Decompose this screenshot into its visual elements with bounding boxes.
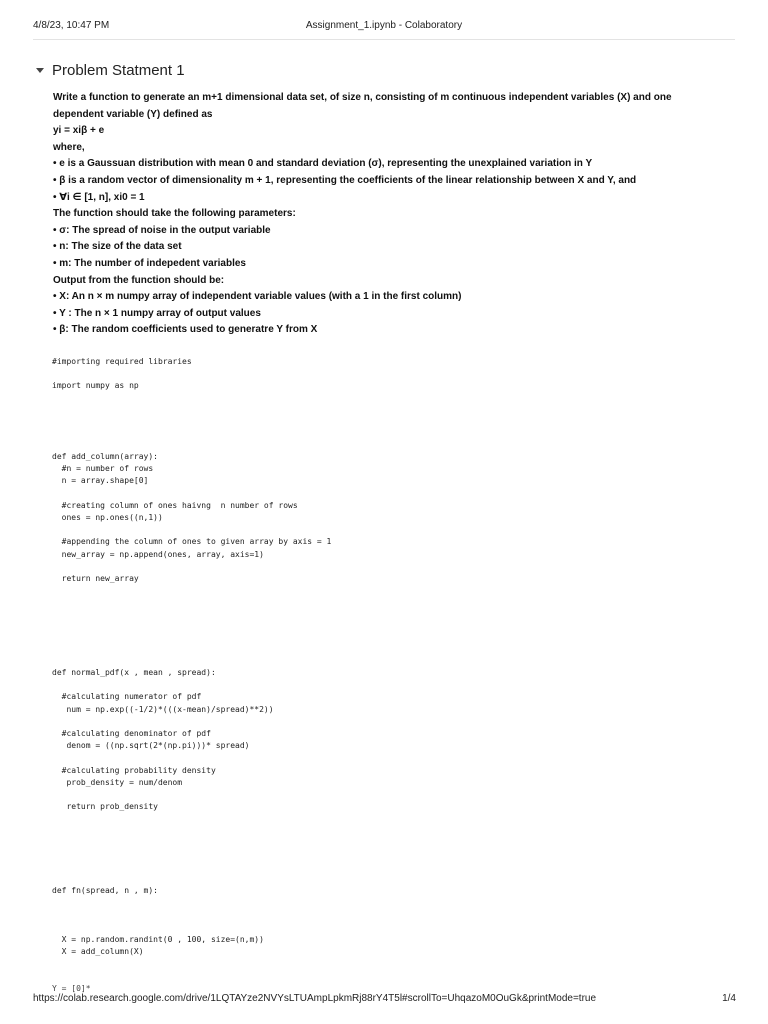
document-title: Assignment_1.ipynb - Colaboratory bbox=[305, 20, 463, 31]
code-cell-add-column[interactable]: def add_column(array): #n = number of rows n = array.shape[0] #creating column of ones haivng n number of rows ones = np.ones((n,1)) #appending the column of ones to given array by axis = 1 new_array = np.append(ones, array, axis=1) return new_array bbox=[52, 452, 332, 584]
text-line: The function should take the following parameters: bbox=[53, 208, 296, 220]
text-line: • β is a random vector of dimensionality m + 1, representing the coefficients of the linear relationship between X and Y, and bbox=[53, 174, 637, 186]
text-line: where, bbox=[53, 141, 85, 153]
page-number: 1/4 bbox=[722, 993, 736, 1004]
text-line: • σ: The spread of noise in the output variable bbox=[53, 224, 271, 236]
print-date: 4/8/23, 10:47 PM bbox=[33, 20, 110, 31]
text-line: • n: The size of the data set bbox=[53, 241, 182, 253]
text-line: Output from the function should be: bbox=[53, 274, 225, 286]
code-cell-normal-pdf[interactable]: def normal_pdf(x , mean , spread): #calculating numerator of pdf num = np.exp((-1/2)*(((x-mean)/spread)**2)) #calculating denominator of pdf denom = ((np.sqrt(2*(np.pi)))* spread) #calculating probability density prob_density = num/denom return prob_density bbox=[52, 668, 274, 812]
code-cell-imports[interactable]: #importing required libraries import numpy as np bbox=[52, 357, 192, 391]
text-line: yi = xiβ + e bbox=[53, 125, 105, 137]
page-url: https://colab.research.google.com/drive/1LQTAYze2NVYsLTUAmpLpkmRj88rY4T5l#scrollTo=UhqazoM0OuGk&printMode=true bbox=[33, 993, 597, 1004]
header-divider bbox=[33, 39, 735, 40]
text-line: • β: The random coefficients used to generatre Y from X bbox=[53, 324, 318, 336]
print-header bbox=[0, 0, 768, 40]
truncated-code-line: Y = [0]* bbox=[52, 984, 91, 993]
text-line: • ∀i ∈ [1, n], xi0 = 1 bbox=[53, 191, 145, 203]
text-line: • Y : The n × 1 numpy array of output values bbox=[53, 307, 261, 319]
text-line: • m: The number of indepedent variables bbox=[53, 257, 246, 269]
section-header[interactable] bbox=[36, 60, 185, 80]
text-line: • X: An n × m numpy array of independent variable values (with a 1 in the first column) bbox=[53, 291, 462, 303]
problem-statement-text bbox=[53, 90, 713, 339]
code-cell-fn[interactable]: def fn(spread, n , m): X = np.random.randint(0 , 100, size=(n,m)) X = add_column(X) bbox=[52, 886, 264, 957]
text-line: Write a function to generate an m+1 dimensional data set, of size n, consisting of m continuous independent variables (X) and one dependent variable (Y) defined as bbox=[53, 92, 672, 120]
caret-down-icon[interactable] bbox=[36, 68, 44, 73]
section-title: Problem Statment 1 bbox=[52, 61, 185, 79]
text-line: • e is a Gaussuan distribution with mean 0 and standard deviation (σ), representing the unexplained variation in Y bbox=[53, 158, 593, 170]
